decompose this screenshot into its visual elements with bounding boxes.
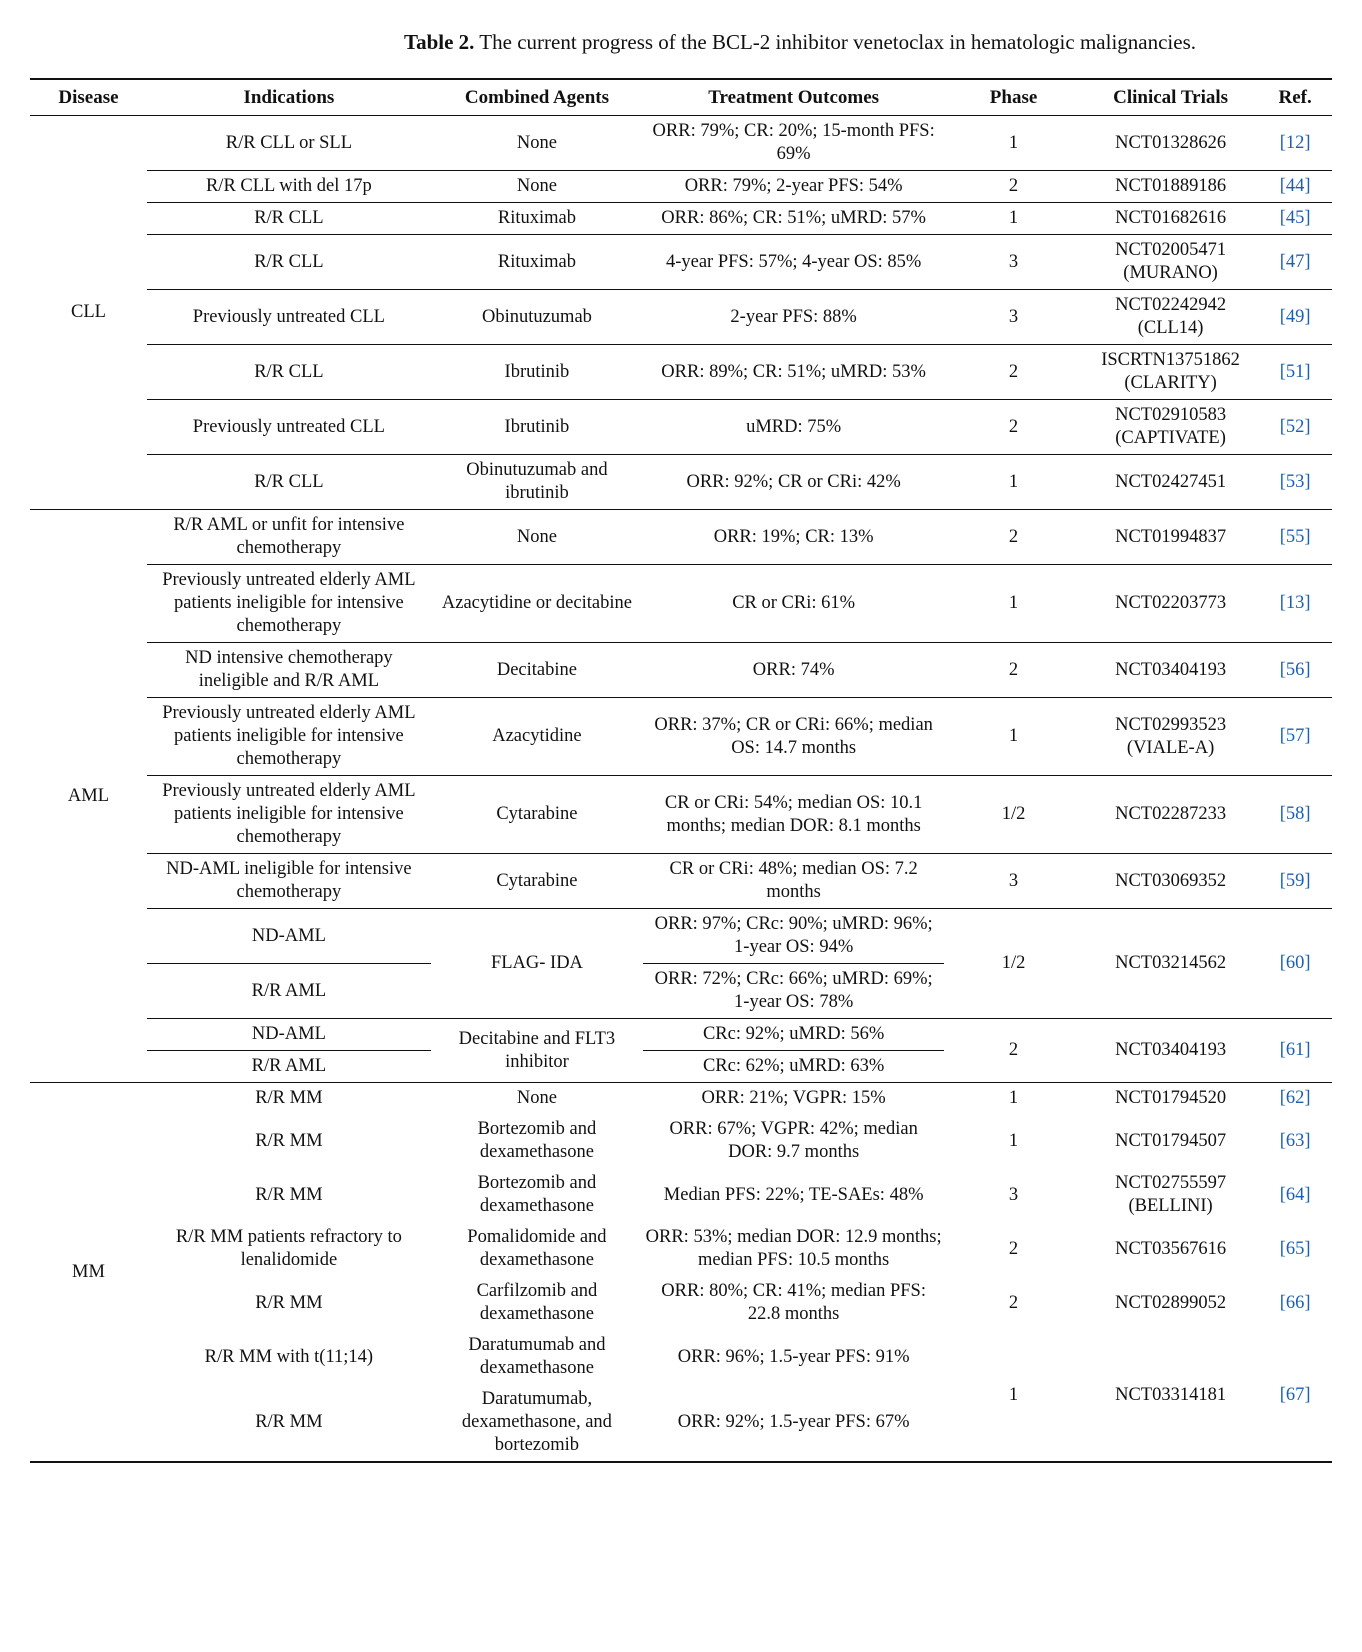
table-row [30,1168,1332,1222]
col-header: Disease [30,79,147,116]
outcomes-cell: ORR: 19%; CR: 13% [643,510,944,565]
agents-cell: Obinutuzumab [431,290,643,345]
outcomes-cell: CRc: 62%; uMRD: 63% [643,1051,944,1083]
indication-cell: R/R MM with t(11;14) [204,1346,374,1367]
outcomes-cell: ORR: 92%; CR or CRi: 42% [643,455,944,510]
venetoclax-table [30,78,1332,1463]
header-row [30,79,1332,116]
disease-cell: MM [72,1261,105,1282]
ref-link[interactable]: [51] [1258,345,1332,400]
trial-cell: NCT02005471 (MURANO) [1083,235,1258,290]
agents-cell: Ibrutinib [431,400,643,455]
indication-cell: R/R CLL [147,345,431,400]
trial-cell: NCT03314181 [1115,1385,1227,1405]
agents-cell: Decitabine and FLT3 inhibitor [431,1019,643,1083]
ref-link[interactable]: [67] [1279,1385,1311,1405]
trial-cell: NCT02427451 [1083,455,1258,510]
trial-cell: NCT02755597 (BELLINI) [1115,1173,1227,1216]
col-header: Clinical Trials [1083,79,1258,116]
indication-cell: R/R CLL with del 17p [147,171,431,203]
agents-cell: Bortezomib and dexamethasone [477,1173,597,1216]
phase-cell: 1 [944,116,1083,171]
agents-cell: None [431,171,643,203]
trial-cell: NCT01794507 [1115,1130,1227,1151]
table-row [30,1019,1332,1051]
outcomes-cell: ORR: 80%; CR: 41%; median PFS: 22.8 months [661,1281,926,1324]
outcomes-cell: ORR: 21%; VGPR: 15% [701,1088,886,1108]
agents-cell: Rituximab [431,235,643,290]
phase-cell: 3 [944,235,1083,290]
trial-cell: NCT02242942 (CLL14) [1083,290,1258,345]
outcomes-cell: CR or CRi: 48%; median OS: 7.2 months [643,854,944,909]
phase-cell: 3 [1008,1184,1019,1205]
caption-label: Table 2. [404,30,475,54]
agents-cell: Azacytidine [431,698,643,776]
indication-cell: R/R CLL [147,203,431,235]
outcomes-cell: CR or CRi: 54%; median OS: 10.1 months; median DOR: 8.1 months [643,776,944,854]
table-row [30,203,1332,235]
ref-link[interactable]: [44] [1258,171,1332,203]
ref-link[interactable]: [65] [1279,1238,1311,1259]
indication-cell: R/R MM patients refractory to lenalidomide [175,1227,402,1270]
ref-link[interactable]: [57] [1258,698,1332,776]
table-row [30,1083,1332,1115]
phase-cell: 1/2 [944,776,1083,854]
table-row [30,698,1332,776]
table-row [30,1330,1332,1384]
outcomes-cell: Median PFS: 22%; TE-SAEs: 48% [663,1184,924,1205]
phase-cell: 2 [1008,1292,1019,1313]
trial-cell: NCT03567616 [1115,1238,1227,1259]
indication-cell: R/R MM [255,1130,323,1151]
trial-cell: NCT01328626 [1083,116,1258,171]
indication-cell: R/R MM [255,1412,323,1432]
ref-link[interactable]: [52] [1258,400,1332,455]
outcomes-cell: 4-year PFS: 57%; 4-year OS: 85% [643,235,944,290]
ref-link[interactable]: [56] [1258,643,1332,698]
phase-cell: 3 [944,290,1083,345]
ref-link[interactable]: [13] [1258,565,1332,643]
ref-link[interactable]: [64] [1279,1184,1311,1205]
ref-link[interactable]: [49] [1258,290,1332,345]
phase-cell: 2 [944,171,1083,203]
table-row [30,345,1332,400]
ref-link[interactable]: [59] [1258,854,1332,909]
table-row [30,565,1332,643]
ref-link[interactable]: [55] [1258,510,1332,565]
phase-cell: 1 [944,565,1083,643]
ref-link[interactable]: [62] [1279,1088,1311,1108]
indication-cell: Previously untreated elderly AML patients ineligible for intensive chemotherapy [147,776,431,854]
outcomes-cell: CR or CRi: 61% [643,565,944,643]
agents-cell: Azacytidine or decitabine [431,565,643,643]
trial-cell: NCT01994837 [1083,510,1258,565]
table-row [30,776,1332,854]
trial-cell: NCT01889186 [1083,171,1258,203]
ref-link[interactable]: [12] [1258,116,1332,171]
caption-text: The current progress of the BCL-2 inhibitor venetoclax in hematologic malignancies. [474,30,1196,54]
indication-cell: R/R CLL [147,455,431,510]
phase-cell: 1 [944,203,1083,235]
indication-cell: ND intensive chemotherapy ineligible and R/R AML [147,643,431,698]
phase-cell: 2 [944,643,1083,698]
outcomes-cell: ORR: 74% [643,643,944,698]
phase-cell: 1/2 [944,909,1083,1019]
agents-cell: FLAG- IDA [431,909,643,1019]
col-header: Treatment Outcomes [643,79,944,116]
phase-cell: 1 [1008,1130,1019,1151]
agents-cell: None [431,510,643,565]
outcomes-cell: ORR: 72%; CRc: 66%; uMRD: 69%; 1-year OS: 78% [643,964,944,1019]
indication-cell: R/R AML [147,964,431,1019]
agents-cell: Bortezomib and dexamethasone [477,1119,597,1162]
table-row [30,854,1332,909]
ref-link[interactable]: [60] [1258,909,1332,1019]
outcomes-cell: ORR: 53%; median DOR: 12.9 months; median PFS: 10.5 months [645,1227,942,1270]
disease-cell: AML [30,510,147,1083]
outcomes-cell: ORR: 89%; CR: 51%; uMRD: 53% [643,345,944,400]
table-row [30,1222,1332,1276]
trial-cell: NCT02287233 [1083,776,1258,854]
col-header: Phase [944,79,1083,116]
agents-cell: None [516,1088,557,1108]
table-row [30,643,1332,698]
ref-link[interactable]: [58] [1258,776,1332,854]
outcomes-cell: ORR: 37%; CR or CRi: 66%; median OS: 14.7 months [643,698,944,776]
trial-cell: NCT03214562 [1083,909,1258,1019]
table-row [30,1276,1332,1330]
agents-cell: Cytarabine [431,776,643,854]
table-caption [300,30,1300,55]
trial-cell: NCT02899052 [1115,1292,1227,1313]
agents-cell: Rituximab [431,203,643,235]
disease-cell: CLL [30,116,147,510]
ref-link[interactable]: [47] [1258,235,1332,290]
phase-cell: 1 [1008,1088,1019,1108]
trial-cell: ISCRTN13751862 (CLARITY) [1083,345,1258,400]
indication-cell: ND-AML ineligible for intensive chemotherapy [147,854,431,909]
indication-cell: R/R CLL [147,235,431,290]
phase-cell: 2 [944,1019,1083,1083]
indication-cell: R/R MM [255,1088,323,1108]
trial-cell: NCT03069352 [1083,854,1258,909]
outcomes-cell: ORR: 67%; VGPR: 42%; median DOR: 9.7 months [669,1119,918,1162]
trial-cell: NCT02203773 [1083,565,1258,643]
trial-cell: NCT02993523 (VIALE-A) [1083,698,1258,776]
ref-link[interactable]: [66] [1279,1292,1311,1313]
ref-link[interactable]: [45] [1258,203,1332,235]
agents-cell: Carfilzomib and dexamethasone [476,1281,598,1324]
trial-cell: NCT01794520 [1115,1088,1227,1108]
outcomes-cell: ORR: 92%; 1.5-year PFS: 67% [677,1412,910,1432]
outcomes-cell: 2-year PFS: 88% [643,290,944,345]
agents-cell: Daratumumab, dexamethasone, and bortezomib [461,1389,612,1455]
table-row [30,510,1332,565]
table-row [30,171,1332,203]
trial-cell: NCT02910583 (CAPTIVATE) [1083,400,1258,455]
outcomes-cell: ORR: 96%; 1.5-year PFS: 91% [677,1346,910,1367]
phase-cell: 1 [944,455,1083,510]
agents-cell: Obinutuzumab and ibrutinib [431,455,643,510]
trial-cell: NCT01682616 [1083,203,1258,235]
agents-cell: Decitabine [431,643,643,698]
agents-cell: None [431,116,643,171]
outcomes-cell: ORR: 86%; CR: 51%; uMRD: 57% [643,203,944,235]
phase-cell: 2 [1008,1238,1019,1259]
outcomes-cell: ORR: 79%; CR: 20%; 15-month PFS: 69% [643,116,944,171]
indication-cell: Previously untreated elderly AML patients ineligible for intensive chemotherapy [147,698,431,776]
indication-cell: ND-AML [147,1019,431,1051]
phase-cell: 1 [944,698,1083,776]
table-row [30,400,1332,455]
indication-cell: R/R AML or unfit for intensive chemotherapy [147,510,431,565]
phase-cell: 2 [944,510,1083,565]
phase-cell: 2 [944,345,1083,400]
agents-cell: Daratumumab and dexamethasone [468,1335,606,1378]
phase-cell: 1 [1008,1385,1019,1405]
table-body [30,116,1332,1463]
table-row [30,1114,1332,1168]
table-row [30,290,1332,345]
col-header: Combined Agents [431,79,643,116]
ref-link[interactable]: [61] [1258,1019,1332,1083]
ref-link[interactable]: [53] [1258,455,1332,510]
indication-cell: Previously untreated CLL [147,290,431,345]
table-row [30,455,1332,510]
table-row [30,235,1332,290]
agents-cell: Cytarabine [431,854,643,909]
outcomes-cell: ORR: 97%; CRc: 90%; uMRD: 96%; 1-year OS: 94% [643,909,944,964]
indication-cell: R/R MM [255,1292,323,1313]
trial-cell: NCT03404193 [1083,643,1258,698]
indication-cell: Previously untreated elderly AML patients ineligible for intensive chemotherapy [147,565,431,643]
phase-cell: 3 [944,854,1083,909]
agents-cell: Ibrutinib [431,345,643,400]
ref-link[interactable]: [63] [1279,1130,1311,1151]
indication-cell: R/R MM [255,1184,323,1205]
indication-cell: R/R AML [147,1051,431,1083]
phase-cell: 2 [944,400,1083,455]
table-row [30,116,1332,171]
indication-cell: Previously untreated CLL [147,400,431,455]
col-header: Ref. [1258,79,1332,116]
indication-cell: ND-AML [147,909,431,964]
outcomes-cell: ORR: 79%; 2-year PFS: 54% [643,171,944,203]
outcomes-cell: CRc: 92%; uMRD: 56% [643,1019,944,1051]
trial-cell: NCT03404193 [1083,1019,1258,1083]
indication-cell: R/R CLL or SLL [147,116,431,171]
table-row [30,909,1332,964]
outcomes-cell: uMRD: 75% [643,400,944,455]
agents-cell: Pomalidomide and dexamethasone [467,1227,607,1270]
col-header: Indications [147,79,431,116]
